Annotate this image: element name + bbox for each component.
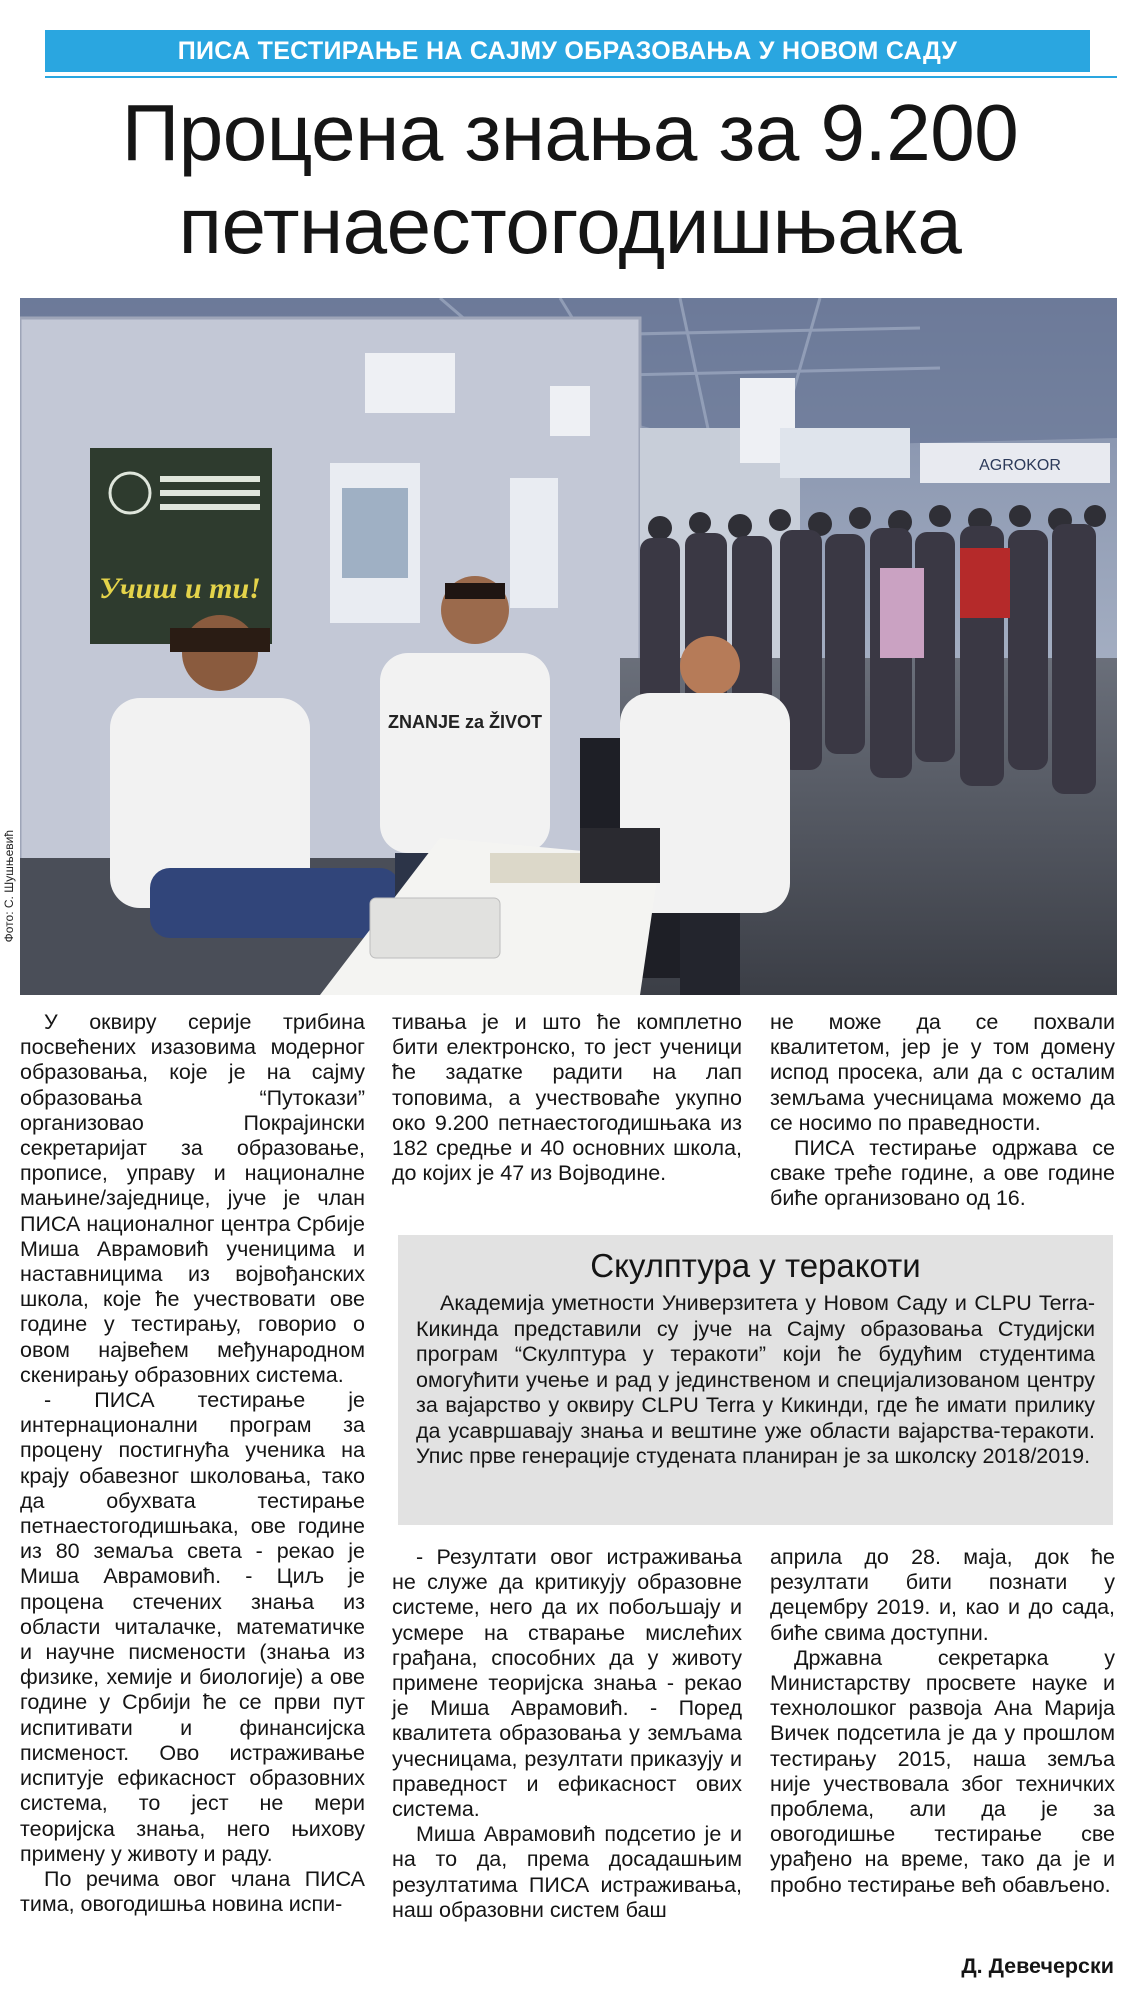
article-column-2 (392, 1010, 742, 1186)
paragraph: У оквиру серије трибина посвећених изазовима модерног образовања, које је на сајму образовања “Путокази” организовао Покрајински секретаријат за образовање, прописе, управу и националне мањине/заједнице, јуче је члан ПИСА националног центра Србије Миша Аврамовић ученицима и наставницима из војвођанских школа, које ће учествовати ове године у тестирању, говорио о овом највећем међународном скенирању образовних система. (20, 1010, 365, 1387)
paragraph: ПИСА тестирање одржава се сваке треће године, а ове године биће организовано од 16. (770, 1136, 1115, 1211)
headline (20, 86, 1120, 272)
paragraph: По речима овог члана ПИСА тима, овогодишња новина испи- (20, 1866, 365, 1917)
shirt-text: ZNANJE za ŽIVOT (387, 712, 543, 732)
paragraph: - ПИСА тестирање је интернационални програм за процену постигнућа ученика на крају обавезног школовања, тако да обухвата тестирање петнаестогодишњака, ове године из 80 земаља света - рекао је Миша Аврамовић. - Циљ је процена стечених знања из области читалачке, математичке и научне писмености (знања из физике, хемије и биологије) а ове године у Србији ће се први пут испитивати и финансијска писменост. Ово истраживање испитује ефикасност образовних система, то јест не мери теоријска знања, него њихову примену у животу и раду. (20, 1388, 365, 1866)
article-column-1 (20, 1010, 365, 1917)
photo-credit (2, 830, 18, 995)
article-column-3 (770, 1010, 1115, 1212)
sidebar-text: Академија уметности Универзитета у Новом Саду и CLPU Terra-Кикинда представили су јуче на Сајму образовања Студијски програм “Скулптура у теракоти” који ће будућим студентима омогућити учење и рад у јединственом и специјализованом центру за вајарство у оквиру CLPU Terra у Кикинди, где ће имати прилику да усавршавају знања и вештине уже области вајарства-теракоти. Упис прве генерације студената планиран је за школску 2018/2019. (416, 1291, 1095, 1468)
paragraph: Државна секретарка у Министарству просвете науке и технолошког развоја Ана Марија Вичек подсетила је да у прошлом тестирању 2015, наша земља није учествовала због техничких проблема, али да је за овогодишње тестирање све урађено на време, тако да је и пробно тестирање већ обављено. (770, 1645, 1115, 1897)
headline-line-2: петнаестогодишњака (178, 181, 962, 270)
sidebar-title: Скулптура у теракоти (590, 1247, 921, 1284)
headline-line-1: Процена знања за 9.200 (121, 88, 1019, 177)
section-kicker: ПИСА ТЕСТИРАЊЕ НА САЈМУ ОБРАЗОВАЊА У НОВОМ САДУ (45, 30, 1090, 72)
paragraph: Миша Аврамовић подсетио је и на то да, према досадашњим резултатима ПИСА истраживања, наш образовни систем баш (392, 1822, 742, 1922)
booth-sign: AGROKOR (979, 457, 1061, 474)
kicker-rule (45, 76, 1117, 78)
paragraph: априла до 28. маја, док ће резултати бити познати у децембру 2019. и, као и до сада, биће свима доступни. (770, 1545, 1115, 1645)
paragraph: тивања је и што ће комплетно бити електронско, то јест ученици ће задатке радити на лап топовима, а учествоваће укупно око 9.200 петнаестогодишњака из 182 средње и 40 основних школа, до којих је 47 из Војводине. (392, 1010, 742, 1186)
photo-credit-text: Фото: С. Шушњевић (2, 830, 16, 943)
article-photo (20, 298, 1117, 995)
byline: Д. Девечерски (961, 1954, 1114, 1978)
paragraph: не може да се похвали квалитетом, јер је у том домену испод просека, али да с осталим земљама учесницама можемо да се носимо по праведности. (770, 1010, 1115, 1135)
article-column-2-lower (392, 1545, 742, 1923)
paragraph: - Резултати овог истраживања не служе да критикују образовне системе, него да их побољшају и усмере на стварање мислећих грађана, способних да у животу примене теоријска знања - рекао је Миша Аврамовић. - Поред квалитета образовања у земљама учесницама, резултати приказују и праведност и ефикасност ових система. (392, 1545, 742, 1822)
sidebar-box (398, 1235, 1113, 1525)
banner-text: Учиш и ти! (99, 572, 261, 605)
article-column-3-lower (770, 1545, 1115, 1898)
